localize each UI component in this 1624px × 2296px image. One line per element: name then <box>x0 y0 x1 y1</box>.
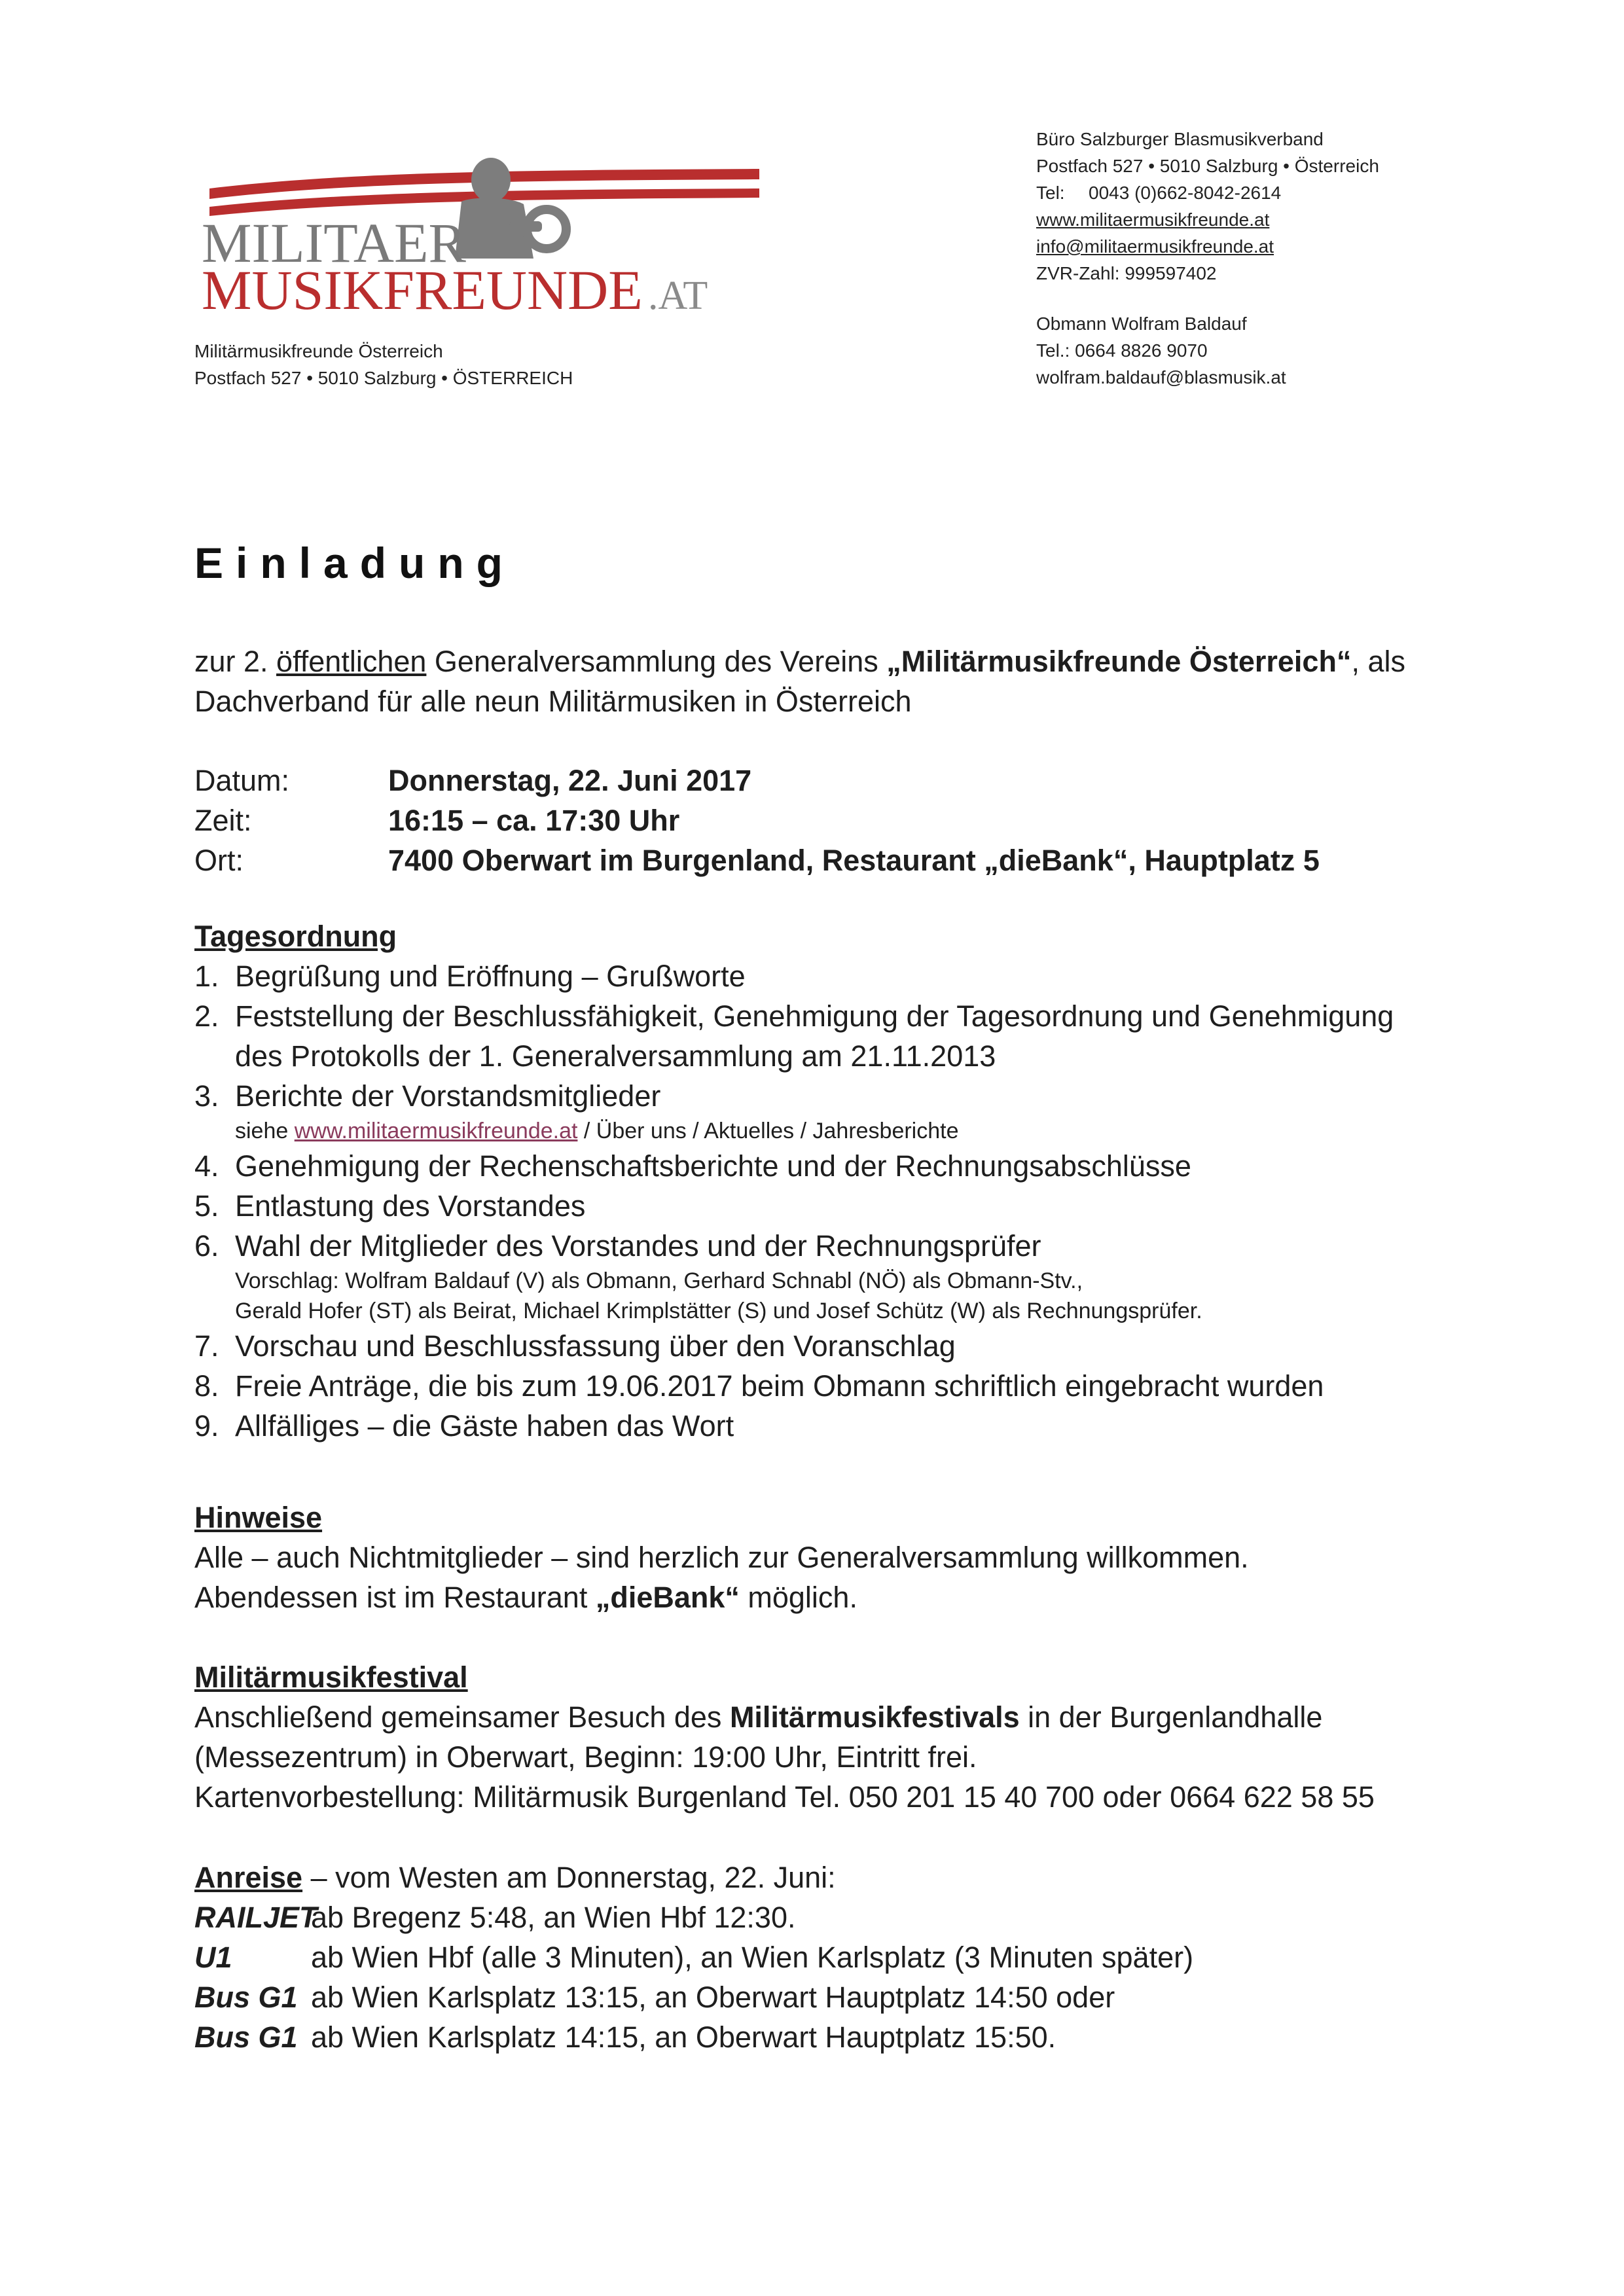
office-phone-label: Tel: <box>1036 183 1065 203</box>
agenda-text: Feststellung der Beschlussfähigkeit, Genehmigung der Tagesordnung und Genehmigung <box>235 999 1394 1033</box>
festival-line <box>194 1697 1471 1737</box>
notes-text: möglich. <box>739 1581 857 1614</box>
event-place-row <box>194 840 1320 880</box>
logo-text-suffix: .AT <box>648 274 708 314</box>
meta-label: Datum: <box>194 764 290 797</box>
agenda-section <box>194 916 1471 1446</box>
meta-value: 16:15 – ca. 17:30 Uhr <box>388 804 680 837</box>
association-name: „Militärmusikfreunde Österreich“ <box>886 645 1352 678</box>
transport-detail: ab Wien Hbf (alle 3 Minuten), an Wien Karlsplatz (3 Minuten später) <box>311 1941 1194 1974</box>
meta-label: Ort: <box>194 844 244 877</box>
intro-part3: , als Dachverband für alle neun Militärmusiken in Österreich <box>194 645 1405 718</box>
transport-label: U1 <box>194 1941 232 1974</box>
notes-title: Hinweise <box>194 1501 323 1534</box>
agenda-list <box>194 956 1471 1446</box>
logo-text-line2: MUSIKFREUNDE <box>202 259 643 314</box>
intro-part2: Generalversammlung des Vereins <box>426 645 887 678</box>
agenda-item <box>194 996 1471 1036</box>
transport-detail: ab Wien Karlsplatz 14:15, an Oberwart Hauptplatz 15:50. <box>311 2020 1056 2054</box>
agenda-number: 2. <box>194 999 219 1033</box>
travel-section <box>194 1857 1471 2057</box>
office-phone-number: 0043 (0)662-8042-2614 <box>1089 183 1282 203</box>
sender-address: Postfach 527 • 5010 Salzburg • ÖSTERREICH <box>194 368 573 388</box>
sender-org: Militärmusikfreunde Österreich <box>194 341 443 361</box>
logo-text-line1: MILITAER <box>202 211 466 274</box>
meta-value: Donnerstag, 22. Juni 2017 <box>388 764 752 797</box>
festival-title: Militärmusikfestival <box>194 1660 468 1694</box>
notes-text: Abendessen ist im Restaurant <box>194 1581 596 1614</box>
notes-line <box>194 1577 1471 1617</box>
travel-title-suffix: – vom Westen am Donnerstag, 22. Juni: <box>302 1861 836 1894</box>
agenda-number: 5. <box>194 1189 219 1223</box>
agenda-number: 4. <box>194 1149 219 1183</box>
agenda-text: Allfälliges – die Gäste haben das Wort <box>235 1409 734 1443</box>
agenda-item <box>194 1326 1471 1366</box>
office-zvr: ZVR-Zahl: 999597402 <box>1036 263 1217 283</box>
agenda-subnote: Gerald Hofer (ST) als Beirat, Michael Krimplstätter (S) und Josef Schütz (W) als Rechnungsprüfer. <box>235 1299 1202 1323</box>
chair-name: Obmann Wolfram Baldauf <box>1036 314 1247 334</box>
festival-section <box>194 1657 1471 1817</box>
agenda-text: des Protokolls der 1. Generalversammlung am 21.11.2013 <box>235 1039 996 1073</box>
agenda-item <box>194 1226 1471 1266</box>
event-details <box>194 761 1320 880</box>
chair-phone: Tel.: 0664 8826 9070 <box>1036 340 1208 361</box>
agenda-number: 9. <box>194 1409 219 1443</box>
transport-label: Bus G1 <box>194 2020 298 2054</box>
document-title: Einladung <box>194 539 515 587</box>
subnote-prefix: siehe <box>235 1119 295 1143</box>
event-time-row <box>194 800 1320 840</box>
travel-row <box>194 2017 1471 2057</box>
notes-line: Alle – auch Nichtmitglieder – sind herzlich zur Generalversammlung willkommen. <box>194 1541 1249 1574</box>
event-date-row <box>194 761 1320 800</box>
agenda-subnote: Vorschlag: Wolfram Baldauf (V) als Obmann, Gerhard Schnabl (NÖ) als Obmann-Stv., <box>235 1268 1083 1293</box>
agenda-item <box>194 1146 1471 1186</box>
travel-row <box>194 1897 1471 1937</box>
agenda-text: Entlastung des Vorstandes <box>235 1189 586 1223</box>
organization-logo <box>196 151 772 314</box>
office-email-link[interactable]: info@militaermusikfreunde.at <box>1036 236 1274 257</box>
festival-text: in der Burgenlandhalle <box>1019 1700 1323 1734</box>
agenda-title: Tagesordnung <box>194 920 397 953</box>
transport-label: Bus G1 <box>194 1981 298 2014</box>
agenda-text: Begrüßung und Eröffnung – Grußworte <box>235 960 746 993</box>
agenda-text: Vorschau und Beschlussfassung über den Voranschlag <box>235 1329 956 1363</box>
restaurant-name: „dieBank“ <box>595 1581 740 1614</box>
festival-line: (Messezentrum) in Oberwart, Beginn: 19:00 Uhr, Eintritt frei. <box>194 1740 977 1774</box>
travel-row <box>194 1937 1471 1977</box>
agenda-item <box>194 1366 1471 1406</box>
agenda-number: 8. <box>194 1369 219 1403</box>
intro-paragraph <box>194 641 1464 721</box>
agenda-text: Freie Anträge, die bis zum 19.06.2017 beim Obmann schriftlich eingebracht wurden <box>235 1369 1324 1403</box>
agenda-item <box>194 956 1471 996</box>
festival-name: Militärmusikfestivals <box>729 1700 1020 1734</box>
logo-graphic <box>196 151 772 314</box>
festival-text: Anschließend gemeinsamer Besuch des <box>194 1700 730 1734</box>
agenda-text: Wahl der Mitglieder des Vorstandes und der Rechnungsprüfer <box>235 1229 1041 1263</box>
agenda-item <box>194 1186 1471 1226</box>
agenda-item <box>194 1076 1471 1116</box>
office-contact-block <box>1036 126 1379 391</box>
sender-block <box>194 338 573 391</box>
agenda-number: 7. <box>194 1329 219 1363</box>
intro-part1: zur 2. <box>194 645 277 678</box>
agenda-text: Genehmigung der Rechenschaftsberichte und der Rechnungsabschlüsse <box>235 1149 1191 1183</box>
intro-underlined: öffentlichen <box>276 645 427 678</box>
transport-detail: ab Wien Karlsplatz 13:15, an Oberwart Hauptplatz 14:50 oder <box>311 1981 1115 2014</box>
meta-label: Zeit: <box>194 804 252 837</box>
agenda-subnote <box>194 1116 1471 1146</box>
website-link[interactable]: www.militaermusikfreunde.at <box>294 1119 578 1143</box>
office-name: Büro Salzburger Blasmusikverband <box>1036 129 1324 149</box>
agenda-number: 6. <box>194 1229 219 1263</box>
agenda-number: 1. <box>194 960 219 993</box>
office-address: Postfach 527 • 5010 Salzburg • Österreich <box>1036 156 1379 176</box>
agenda-item-continuation <box>194 1036 1471 1076</box>
meta-value: 7400 Oberwart im Burgenland, Restaurant „dieBank“, Hauptplatz 5 <box>388 844 1320 877</box>
transport-label: RAILJET <box>194 1901 317 1934</box>
festival-line: Kartenvorbestellung: Militärmusik Burgenland Tel. 050 201 15 40 700 oder 0664 622 58 55 <box>194 1780 1375 1814</box>
travel-heading <box>194 1857 1471 1897</box>
travel-row <box>194 1977 1471 2017</box>
office-phone <box>1036 179 1379 206</box>
notes-section <box>194 1498 1471 1617</box>
agenda-text: Berichte der Vorstandsmitglieder <box>235 1079 661 1113</box>
subnote-suffix: / Über uns / Aktuelles / Jahresberichte <box>577 1119 959 1143</box>
agenda-item <box>194 1406 1471 1446</box>
transport-detail: ab Bregenz 5:48, an Wien Hbf 12:30. <box>311 1901 796 1934</box>
agenda-number: 3. <box>194 1079 219 1113</box>
office-website-link[interactable]: www.militaermusikfreunde.at <box>1036 209 1270 230</box>
chair-email: wolfram.baldauf@blasmusik.at <box>1036 367 1286 387</box>
travel-title: Anreise <box>194 1861 303 1894</box>
